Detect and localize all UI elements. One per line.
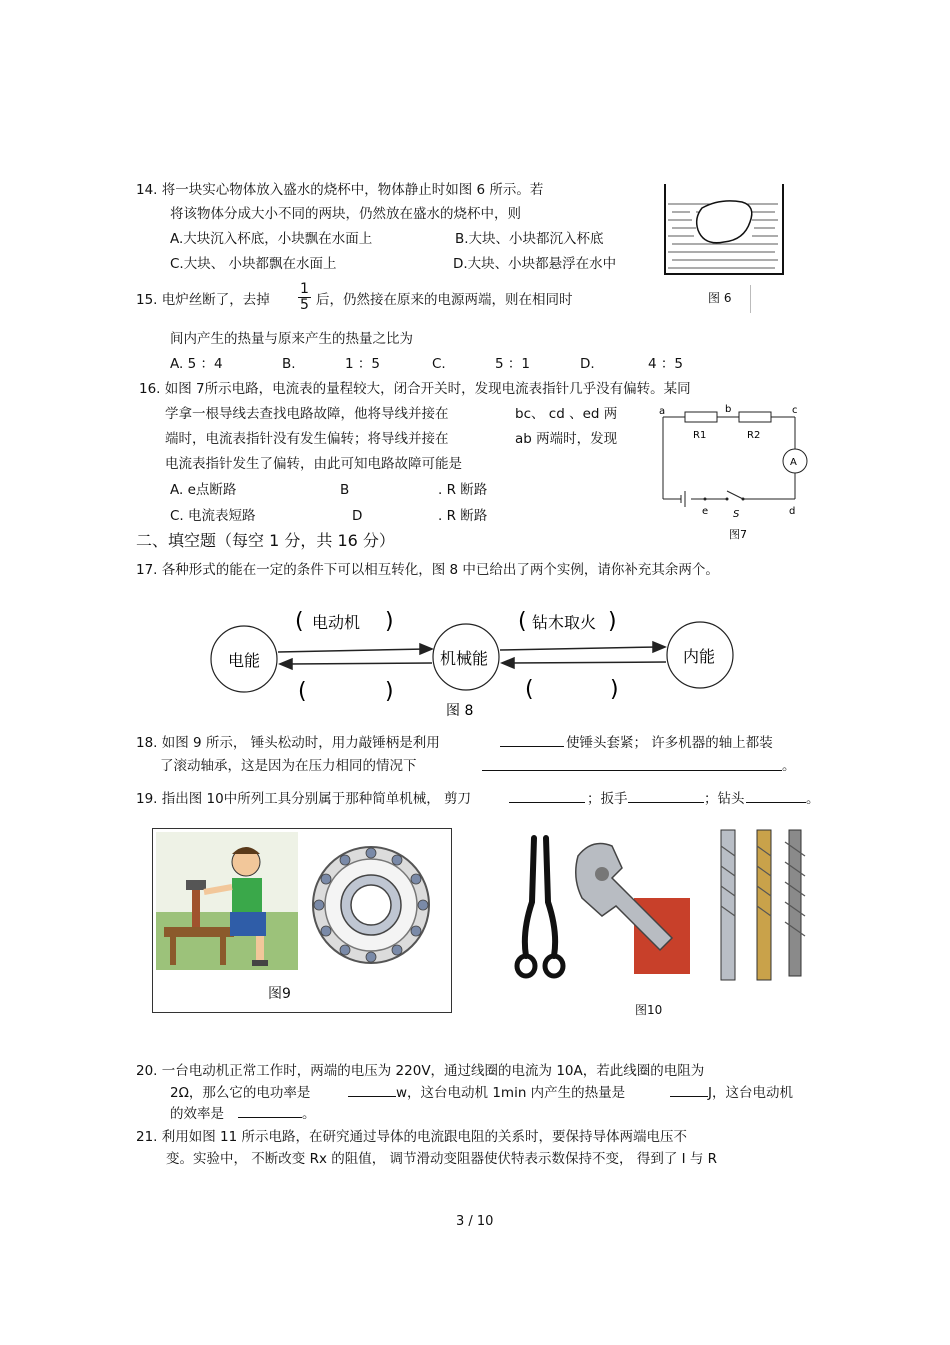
q19-wrench-label: ；扳手 [587,791,628,807]
figure-8-caption: 图 8 [446,703,474,719]
q19-blank-drill[interactable] [746,790,806,803]
q15-line2: 间内产生的热量与原来产生的热量之比为 [170,331,413,347]
node-c-label: c [792,405,798,416]
q18-line1b: 使锤头套紧； 许多机器的轴上都装 [566,735,773,751]
ammeter-label: A [790,457,797,468]
r1-label: R1 [693,430,707,441]
q15-suffix: 后，仍然接在原来的电源两端，则在相同时 [316,292,573,308]
figure-6-caption: 图 6 [708,291,732,305]
section-2-title: 二、填空题（每空 1 分，共 16 分） [136,531,395,550]
figure-7-circuit [655,403,815,543]
figure-9-hammer-illustration [156,832,298,970]
node-e-label: e [702,506,709,517]
resistor-r1 [685,412,717,422]
paren: ( [295,609,304,634]
figure-8-energy-diagram [200,595,760,730]
q16-line3a: 端时，电流表指针没有发生偏转；将导线并接在 [165,431,449,447]
q15-option-a: A. 5 ：4 [170,356,223,372]
q18-blank-2[interactable] [482,758,782,771]
q16-option-b: . R 断路 [438,482,488,498]
q20-line1: 20. 一台电动机正常工作时，两端的电压为 220V，通过线圈的电流为 10A，若此线圈的电阻为 [136,1063,705,1079]
q16-option-d: . R 断路 [438,508,488,524]
q19-blank-wrench[interactable] [628,790,704,803]
figure-9-caption: 图9 [268,986,291,1002]
node-a-label: a [659,406,666,417]
q21-line1: 21. 利用如图 11 所示电路，在研究通过导体的电流跟电阻的关系时，要保持导体两端电压不 [136,1129,688,1145]
q14-line1: 14. 将一块实心物体放入盛水的烧杯中，物体静止时如图 6 所示。若 [136,182,544,198]
mechanical-energy-label: 机械能 [440,649,489,668]
blank-paren-right: ) [610,677,619,702]
figure-7-caption: 图7 [729,528,747,541]
q18-end: 。 [782,758,796,774]
q15-fraction [298,282,311,314]
figure-6-beaker [660,180,790,280]
q20-blank-heat[interactable] [670,1084,708,1097]
q15-option-b: 1 ：5 [345,356,380,372]
q19-text: 19. 指出图 10中所列工具分别属于那种简单机械， 剪刀 [136,791,472,807]
paren: ) [608,609,617,634]
q15-option-d: 4 ：5 [648,356,683,372]
q16-option-a: A. e点断路 [170,482,237,498]
q19-end: 。 [806,791,820,807]
blank-paren-right: ) [385,679,394,704]
figure-9-bearing-illustration [306,840,436,970]
node-d-label: d [789,506,796,517]
motor-label: 电动机 [312,613,361,632]
q16-option-d-label: D [352,508,363,524]
q19-drill-label: ；钻头 [704,791,745,807]
q20-line3b: 。 [302,1106,316,1122]
blank-paren-left: ( [298,679,307,704]
q16-option-b-label: B [340,482,350,498]
floating-object [697,201,752,243]
drill-wood-fire-label: 钻木取火 [532,613,597,632]
figure-10-caption: 图10 [635,1003,663,1017]
q16-line1: 16. 如图 7所示电路，电流表的量程较大，闭合开关时，发现电流表指针几乎没有偏转。某同 [139,381,691,397]
q18-line1a: 18. 如图 9 所示， 锤头松动时，用力敲锤柄是利用 [136,735,440,751]
figure-10-scissors-illustration [510,832,570,982]
q14-option-b: B.大块、小块都沉入杯底 [455,231,604,247]
q15-option-c-label: C. [432,356,446,372]
q20-line2b: w，这台电动机 1min 内产生的热量是 [396,1085,626,1101]
figure-10-wrench-illustration [572,838,690,974]
fraction-denominator: 5 [300,297,309,314]
q15-option-d-label: D. [580,356,595,372]
paren: ( [518,609,527,634]
divider [750,285,751,313]
q16-option-c: C. 电流表短路 [170,508,256,524]
q18-line2: 了滚动轴承，这是因为在压力相同的情况下 [160,758,417,774]
q18-blank-1[interactable] [500,734,564,747]
q14-option-c: C.大块、 小块都飘在水面上 [170,256,337,272]
q15-option-c: 5 ：1 [495,356,530,372]
q20-line2c: J，这台电动机 [708,1085,793,1101]
figure-10-drill-bits-illustration [715,826,815,986]
q16-line4: 电流表指针发生了偏转，由此可知电路故障可能是 [165,456,462,472]
node-b-label: b [725,404,732,415]
electric-energy-label: 电能 [228,651,261,670]
q20-line2a: 2Ω，那么它的电功率是 [170,1085,311,1101]
switch-label: S [733,509,740,520]
q15-option-b-label: B. [282,356,296,372]
q16-line2b: bc、 cd 、ed 两 [515,406,618,422]
fraction-numerator: 1 [300,281,309,297]
q14-option-d: D.大块、小块都悬浮在水中 [453,256,617,272]
q21-line2: 变。实验中， 不断改变 Rx 的阻值， 调节滑动变阻器使伏特表示数保持不变， 得到了 I 与 R [166,1151,718,1167]
q17-text: 17. 各种形式的能在一定的条件下可以相互转化，图 8 中已给出了两个实例，请你补充其余两个。 [136,562,719,578]
q20-blank-efficiency[interactable] [238,1105,302,1118]
paren: ) [385,609,394,634]
q19-blank-scissors[interactable] [509,790,585,803]
q15-prefix: 15. 电炉丝断了，去掉 [136,292,270,308]
internal-energy-label: 内能 [683,647,716,666]
resistor-r2 [739,412,771,422]
r2-label: R2 [747,430,761,441]
q14-option-a: A.大块沉入杯底，小块飘在水面上 [170,231,373,247]
q20-blank-power[interactable] [348,1084,396,1097]
q20-line3a: 的效率是 [170,1106,224,1122]
page-number: 3 / 10 [456,1214,494,1229]
q16-line2a: 学拿一根导线去查找电路故障，他将导线并接在 [165,406,449,422]
q14-line2: 将该物体分成大小不同的两块，仍然放在盛水的烧杯中，则 [170,206,521,222]
q16-line3b: ab 两端时，发现 [515,431,618,447]
blank-paren-left: ( [525,677,534,702]
